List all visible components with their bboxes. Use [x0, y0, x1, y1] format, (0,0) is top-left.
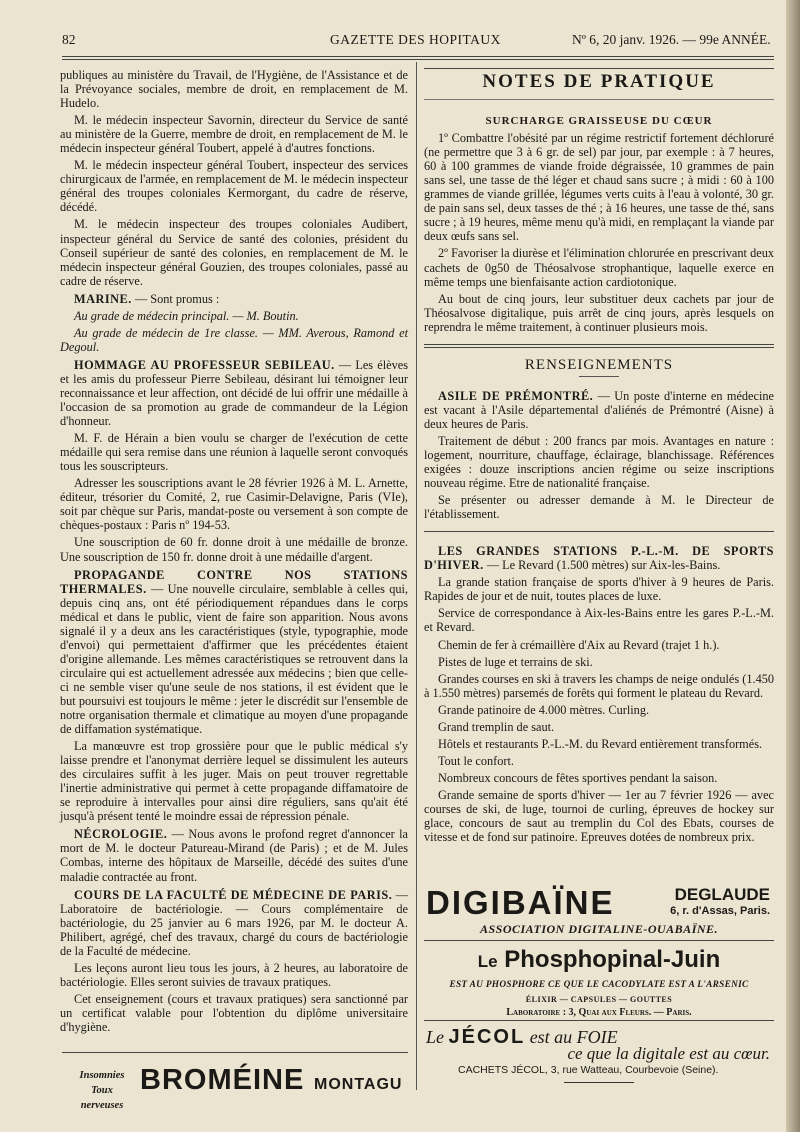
paragraph: 1º Combattre l'obésité par un régime restrictif fortement déchloruré (ne permettre que 3 à 6 gr. de sel) par jour, par exemple : à 7 heures, 60 à 100 grammes de viande froide dégraissée, 10 grammes de pain sans sel, une tasse de thé léger et chaud sans sucre ; à midi : 60 à 100 grammes de viande grillée, légumes verts cuits à l'eau à volonté, 30 gr. de pain sans sel, deux tasses de thé ; à 16 heures, une tasse de thé, sans sucre ; à 19 heures, même menu qu'à midi, en remplaçant la viande par deux œufs sans sel.: [424, 131, 774, 244]
jecol-ad: [424, 1024, 774, 1094]
sports-line: Pistes de luge et terrains de ski.: [438, 654, 593, 669]
digibaine-brand: DIGIBAÏNE: [426, 884, 615, 921]
sports-line: Grandes courses en ski à travers les champs de neige ondulés (1.450 à 1.550 mètres) parsemés de forêts qui forment le plateau du Revard.: [424, 671, 775, 700]
deglaude-address: 6, r. d'Assas, Paris.: [670, 905, 770, 917]
phosphopinal-ad: [424, 946, 774, 1016]
sports-line: Nombreux concours de fêtes sportives pendant la saison.: [438, 770, 718, 785]
ad-rule: [62, 1052, 408, 1053]
sports-line: La grande station française de sports d'hiver à 9 heures de Paris. Rapides de jour et de nuit, toutes places de luxe.: [424, 575, 774, 604]
phosphopinal-lab: Laboratoire : 3, Quai aux Fleurs. — Paris.: [506, 1007, 692, 1018]
sports-line: Chemin de fer à crémaillère d'Aix au Revard (trajet 1 h.).: [438, 637, 720, 652]
phosphopinal-slogan: EST AU PHOSPHORE CE QUE LE CACODYLATE EST A L'ARSENIC: [449, 980, 749, 990]
digibaine-ad: [424, 884, 774, 936]
sports-line: Hôtels et restaurants P.-L.-M. du Revard entièrement transformés.: [438, 736, 763, 751]
marine-line: Au grade de médecin principal. — M. Boutin.: [74, 308, 299, 323]
montagu-brand: MONTAGU: [314, 1076, 403, 1093]
column-divider: [416, 62, 417, 1090]
ad-text: Insomnies: [79, 1070, 125, 1081]
ad-rule: [424, 1020, 774, 1021]
journal-title: GAZETTE DES HOPITAUX: [330, 32, 501, 47]
digibaine-subtitle: ASSOCIATION DIGITALINE-OUABAÏNE.: [479, 922, 719, 936]
sports-line: Tout le confort.: [438, 753, 514, 768]
paragraph: Adresser les souscriptions avant le 28 février 1926 à M. L. Arnette, éditeur, trésorier du Comité, 2, rue Casimir-Delavigne, Paris (VIe), soit par chèque sur Paris, mandat-poste ou versement à son compte de chèques-postaux : Paris nº 194-53.: [60, 476, 408, 533]
header-rule: [62, 56, 774, 57]
ad-text: Le: [426, 1027, 444, 1047]
paragraph: Traitement de début : 200 francs par mois. Avantages en nature : logement, nourriture, chauffage, éclairage, blanchissage. Références exigées : douze inscriptions ancien régime ou seize inscriptions nouveau régime. Etre de nationalité française.: [424, 433, 774, 491]
bromeine-ad: [62, 1064, 408, 1111]
paragraph: M. F. de Hérain a bien voulu se charger de l'exécution de cette médaille qui sera remise dans une réunion à laquelle seront convoqués tous les souscripteurs.: [60, 431, 408, 474]
necrologie-section: NÉCROLOGIE. — Nous avons le profond regret d'annoncer la mort de M. le docteur Patureau-Mirand (de Paris) ; et de M. Jules Combas, interne des hôpitaux de Marseille, décédé des suites d'une maladie contractée au front.: [60, 827, 408, 884]
page-header: [62, 30, 774, 50]
phosphopinal-brand: Phosphopinal-Juin: [504, 946, 721, 973]
paragraph: M. le médecin inspecteur général Toubert, inspecteur des services chirurgicaux de l'armée, en remplacement de M. le médecin inspecteur général des troupes coloniales Kermorgant, du cadre de réserve, décédé.: [60, 158, 408, 215]
bromeine-brand: BROMÉINE: [140, 1064, 305, 1096]
sports-section: LES GRANDES STATIONS P.-L.-M. DE SPORTS D'HIVER. — Le Revard (1.500 mètres) sur Aix-les-Bains.: [424, 544, 774, 573]
propagande-section: PROPAGANDE CONTRE NOS STATIONS THERMALES. — Une nouvelle circulaire, semblable à celles qui, depuis cinq ans, ont été périodiquement répandues dans le corps médical et dans le public, vient de faire son apparition. Nous avons signalé il y a deux ans les caractéristiques (style, typographie, mode d'envoi) qui permettaient d'affirmer que les précédentes étaient d'origine allemande. Les mêmes caractéristiques se retrouvent dans la circulaire qui est actuellement adressée aux médecins ; bien que celle-ci ne semble viser qu'une seule de nos stations, il est évident que le but poursuivi est toujours le même : jeter le discrédit sur l'ensemble de notre organisation thermale et climatique au moyen d'une propagande de diffamation systématique.: [60, 567, 408, 737]
ad-text: Toux nerveuses: [80, 1085, 124, 1111]
asile-section: ASILE DE PRÉMONTRÉ. — Un poste d'interne en médecine est vacant à l'Asile départemental d'aliénés de Prémontré (Aisne) à deux heures de Paris.: [424, 388, 774, 431]
paragraph: 2º Favoriser la diurèse et l'élimination chlorurée en prescrivant deux cachets de 0g50 de Théosalvose strophantique, laquelle exerce en même temps une bienfaisante action cardiotonique.: [424, 246, 774, 289]
ornament: [564, 1082, 634, 1083]
jecol-tagline: ce que la digitale est au cœur.: [567, 1044, 770, 1063]
header-rule-2: [62, 59, 774, 60]
ad-rule: [424, 940, 774, 941]
renseignements-title: RENSEIGNEMENTS: [524, 356, 674, 373]
page-edge: [786, 0, 800, 1132]
sports-line: Service de correspondance à Aix-les-Bains entre les gares P.-L.-M. et Revard.: [424, 606, 774, 635]
left-column: [60, 68, 408, 1037]
paragraph: La manœuvre est trop grossière pour que le public médical s'y laisse prendre et l'anonymat derrière lequel se dissimulent les auteurs des circulaires suffit à les juger. Mais on peut trouver regrettable l'inertie administrative qui permet à cette propagande diffamatoire de se reproduire à intervalles pour ainsi dire réguliers, sans qu'ait été jusqu'à présent tenté le moindre essai de répression pénale.: [60, 739, 408, 824]
paragraph: Une souscription de 60 fr. donne droit à une médaille de bronze. Une souscription de 150 fr. donne droit à une médaille d'argent.: [60, 535, 408, 564]
ad-text: est au FOIE: [529, 1027, 618, 1047]
paragraph: M. le médecin inspecteur Savornin, directeur du Service de santé au ministère de la Guerre, membre de droit, en remplacement de M. le médecin inspecteur général Toubert, appelé à d'autres fonctions.: [60, 113, 408, 156]
sports-line: Grande patinoire de 4.000 mètres. Curling.: [438, 702, 650, 717]
paragraph: Les leçons auront lieu tous les jours, à 2 heures, au laboratoire de bactériologie. Elles seront suivies de travaux pratiques.: [60, 960, 408, 989]
marine-section: MARINE. — Sont promus :: [74, 291, 220, 306]
sports-line: Grande semaine de sports d'hiver — 1er au 7 février 1926 — avec courses de ski, de luge, tournoi de curling, épreuves de hockey sur glace, concours de saut au tremplin du Col des Ebats, courses de vitesse et de fond sur patinoire. Epreuves dotées de nombreux prix.: [424, 787, 774, 845]
paragraph: publiques au ministère du Travail, de l'Hygiène, de l'Assistance et de la Prévoyance sociales, membre de droit, en remplacement de M. Hudelo.: [60, 68, 408, 111]
notes-subtitle: SURCHARGE GRAISSEUSE DU CŒUR: [485, 115, 713, 128]
hommage-section: HOMMAGE AU PROFESSEUR SEBILEAU. — Les élèves et les amis du professeur Pierre Sebileau, désirant lui témoigner leur reconnaissance et leur affection, ont décidé de lui offrir une médaille à l'occasion de sa promotion au grade de commandeur de la Légion d'honneur.: [60, 357, 408, 429]
issue-info: Nº 6, 20 janv. 1926. — 99e ANNÉE.: [572, 32, 771, 47]
notes-title: NOTES DE PRATIQUE: [482, 71, 716, 92]
marine-line: Au grade de médecin de 1re classe. — MM. Averous, Ramond et Degoul.: [60, 325, 408, 354]
page-number: 82: [62, 32, 76, 47]
cours-section: COURS DE LA FACULTÉ DE MÉDECINE DE PARIS. — Laboratoire de bactériologie. — Cours complémentaire de bactériologie, du 25 janvier au 6 mars 1926, par M. le docteur A. Philibert, agrégé, chef des travaux, chargé du cours de bactériologie de la Faculté de médecine.: [60, 887, 408, 958]
paragraph: M. le médecin inspecteur des troupes coloniales Audibert, inspecteur général du Service de santé des colonies, président du Conseil supérieur de santé des colonies, en remplacement de M. le médecin inspecteur général Gouzien, des troupes coloniales, passé au cadre de réserve.: [60, 217, 408, 288]
right-column: [424, 68, 774, 847]
phosphopinal-forms: ÉLIXIR — CAPSULES — GOUTTES: [525, 995, 673, 1004]
ad-text: Le: [477, 952, 498, 971]
paragraph: Au bout de cinq jours, leur substituer deux cachets par jour de Théosalvose digitalique, puis arrêt de cinq jours, après lesquels on reprendra le même traitement, à continuer plusieurs mois.: [424, 291, 774, 334]
paragraph: Cet enseignement (cours et travaux pratiques) sera sanctionné par un certificat valable pour l'obtention du diplôme universitaire d'hygiène.: [60, 991, 408, 1034]
jecol-address: CACHETS JÉCOL, 3, rue Watteau, Courbevoie (Seine).: [458, 1064, 719, 1076]
jecol-brand: JÉCOL: [448, 1026, 526, 1048]
deglaude-brand: DEGLAUDE: [674, 885, 770, 904]
sports-line: Grand tremplin de saut.: [438, 719, 555, 734]
paragraph: Se présenter ou adresser demande à M. le Directeur de l'établissement.: [424, 493, 774, 522]
